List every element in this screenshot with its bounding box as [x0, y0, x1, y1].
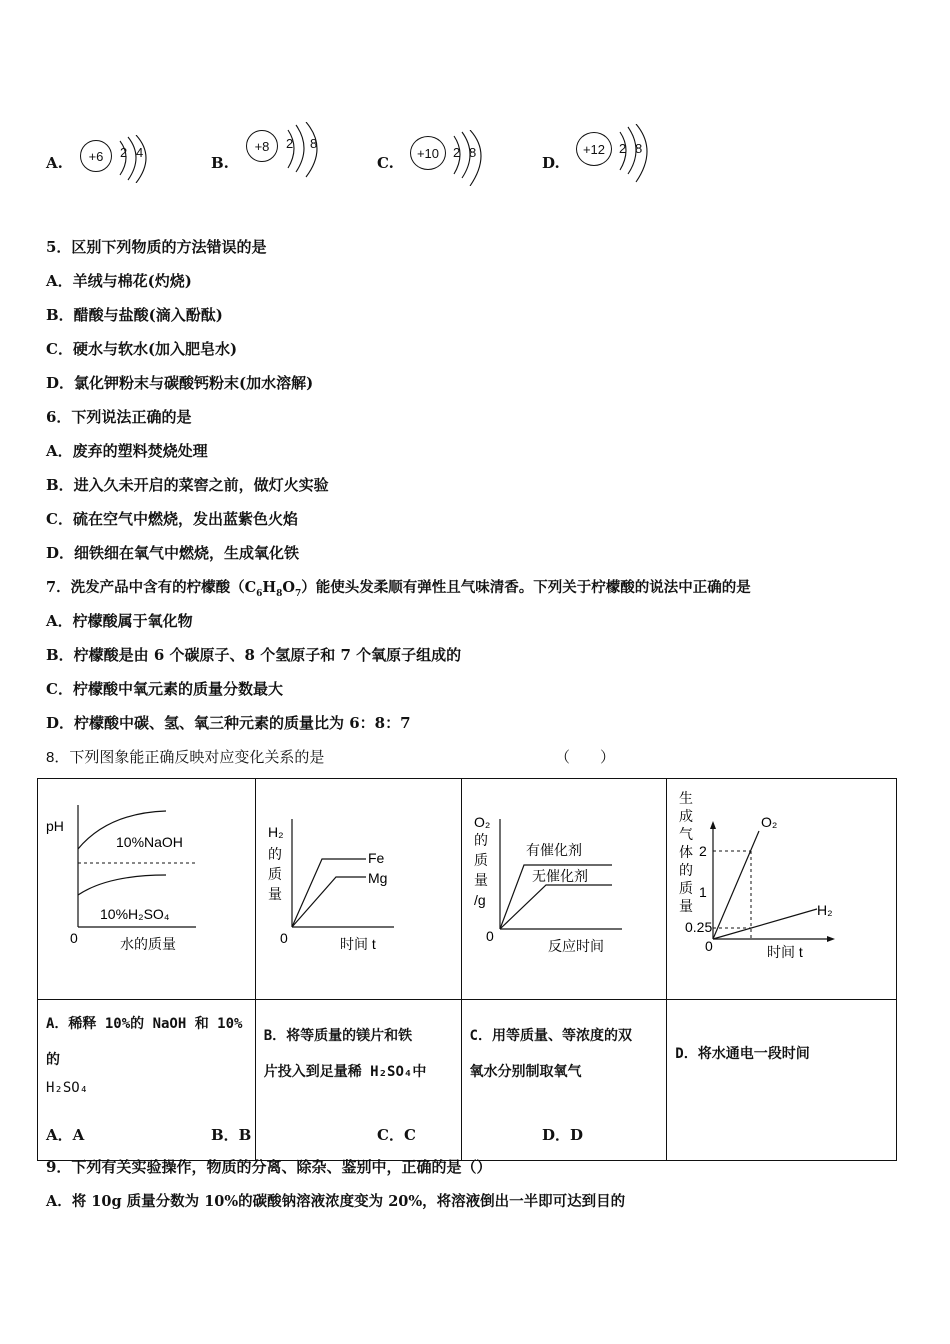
graph-d-ylabel-3: 体 [679, 844, 694, 860]
y-axis-arrow [710, 821, 716, 829]
shell-2-electrons: 8 [310, 136, 318, 151]
graph-d-ylabel-5: 质 [679, 880, 694, 896]
caption-a-line1: A．稀释 10%的 NaOH 和 10% [46, 1016, 243, 1032]
graph-c-catalyst-label: 有催化剂 [525, 842, 582, 858]
graph-b-ylabel-0: H₂ [267, 824, 284, 840]
graph-c-no-catalyst-label: 无催化剂 [531, 868, 588, 884]
q8-graph-c-cell [461, 779, 667, 1000]
graph-a-origin: 0 [70, 930, 78, 946]
graph-a-top-curve-label: 10%NaOH [116, 834, 183, 850]
q9-option-a: A．将 10g 质量分数为 10%的碳酸钠溶液浓度变为 20%，将溶液倒出一半即可达到目的 [46, 1193, 626, 1210]
shell-2-electrons: 4 [136, 145, 144, 160]
q5-stem: 5．区别下列物质的方法错误的是 [46, 238, 267, 256]
electron-shell-arcs [436, 130, 492, 186]
q4-option-a-label: A. [46, 154, 63, 172]
q7-stem [46, 576, 751, 599]
o2-line [713, 831, 759, 939]
h2so4-curve [78, 875, 166, 895]
no-catalyst-line [500, 885, 612, 929]
q7-option-c: C．柠檬酸中氧元素的质量分数最大 [46, 680, 283, 698]
q5-option-b: B．醋酸与盐酸(滴入酚酞) [46, 306, 223, 324]
q8-answer-c: C．C [377, 1126, 416, 1144]
nucleus: +6 [80, 140, 112, 172]
q7-sub3: 7 [295, 588, 302, 599]
q8-caption-d [667, 1000, 897, 1161]
q5-option-d: D．氯化钾粉末与碳酸钙粉末(加水溶解) [46, 374, 314, 392]
graph-a-bottom-curve-label: 10%H₂SO₄ [100, 906, 170, 922]
q7-sub1: 6 [256, 588, 263, 599]
graph-b-origin: 0 [279, 930, 288, 946]
graph-d-tick-2: 2 [699, 843, 708, 859]
caption-b-line2: 片投入到足量稀 H₂SO₄中 [263, 1064, 427, 1080]
graph-d-tick-1: 1 [699, 884, 708, 900]
q7-option-a: A．柠檬酸属于氧化物 [46, 612, 193, 630]
graph-d-ylabel-2: 气 [679, 826, 694, 842]
q8-answer-a: A．A [46, 1126, 85, 1144]
graph-b-fe-label: Fe [367, 850, 385, 866]
shell-1-electrons: 2 [120, 145, 128, 160]
q4-option-d-label: D. [542, 154, 560, 172]
caption-a-line2: 的 [46, 1052, 60, 1068]
q9-stem: 9．下列有关实验操作，物质的分离、除杂、鉴别中，正确的是（） [46, 1158, 492, 1176]
x-axis-arrow [827, 936, 835, 942]
electron-shell-arcs [268, 122, 326, 178]
caption-c-line1: C．用等质量、等浓度的双 [469, 1028, 632, 1044]
q7-mid2: O [282, 579, 296, 596]
electron-shell-arcs [602, 124, 658, 184]
q8-answer-paren: （ ） [555, 748, 616, 766]
q8-graph-table [37, 778, 897, 1161]
graph-c-ylabel-2: 质 [473, 852, 488, 868]
q6-option-b: B．进入久未开启的菜窖之前，做灯火实验 [46, 476, 329, 494]
graph-d-ylabel-4: 的 [679, 862, 694, 878]
graph-b-ylabel-1: 的 [267, 846, 282, 862]
q7-option-d: D．柠檬酸中碳、氢、氧三种元素的质量比为 6：8：7 [46, 714, 411, 732]
q6-stem: 6．下列说法正确的是 [46, 408, 192, 426]
q8-graph-a-cell [38, 779, 256, 1000]
graph-c-xlabel: 反应时间 [547, 938, 604, 954]
q8-graph-d [667, 779, 895, 999]
graph-d-origin: 0 [705, 938, 714, 954]
graph-b-mg-label: Mg [367, 870, 388, 886]
q5-option-c: C．硬水与软水(加入肥皂水) [46, 340, 238, 358]
caption-d-line1: D．将水通电一段时间 [675, 1046, 810, 1062]
graph-d-o2-label: O₂ [761, 814, 778, 830]
q5-option-a: A．羊绒与棉花(灼烧) [46, 272, 192, 290]
graph-c-ylabel-1: 的 [473, 832, 488, 848]
q6-option-c: C．硫在空气中燃烧，发出蓝紫色火焰 [46, 510, 298, 528]
h2-line [713, 909, 817, 939]
graph-d-ylabel-0: 生 [679, 790, 694, 806]
graph-b-ylabel-2: 质 [267, 866, 282, 882]
q7-stem-pre: 7．洗发产品中含有的柠檬酸（C [46, 579, 257, 596]
nucleus: +12 [576, 132, 612, 166]
graph-c-ylabel-0: O₂ [473, 814, 490, 830]
shell-1-electrons: 2 [619, 141, 627, 156]
graph-a-ylabel: pH [46, 818, 64, 834]
graph-c-origin: 0 [485, 928, 494, 944]
q8-stem: 8．下列图象能正确反映对应变化关系的是 [46, 749, 325, 766]
graph-d-tick-025: 0.25 [685, 919, 713, 935]
shell-1-electrons: 2 [286, 136, 294, 151]
nucleus: +8 [246, 130, 278, 162]
nucleus: +10 [410, 136, 446, 170]
q6-option-d: D．细铁细在氧气中燃烧，生成氧化铁 [46, 544, 300, 562]
q8-caption-b [255, 1000, 461, 1161]
q7-stem-post: ）能使头发柔顺有弹性且气味清香。下列关于柠檬酸的说法中正确的是 [301, 579, 751, 596]
caption-b-line1: B．将等质量的镁片和铁 [263, 1028, 413, 1044]
q7-option-b: B．柠檬酸是由 6 个碳原子、8 个氢原子和 7 个氧原子组成的 [46, 646, 462, 664]
q7-sub2: 8 [276, 588, 283, 599]
q8-graph-b [256, 779, 460, 999]
graph-d-ylabel-1: 成 [679, 808, 694, 824]
caption-a-line3: H₂SO₄ [46, 1080, 89, 1096]
q8-graph-c [462, 779, 666, 999]
graph-a-xlabel: 水的质量 [120, 936, 176, 952]
q4-option-b-label: B. [211, 154, 229, 172]
caption-c-line2: 氧水分别制取氧气 [469, 1064, 582, 1080]
graph-c-ylabel-4: /g [473, 892, 486, 908]
graph-d-ylabel-6: 量 [679, 898, 694, 914]
q7-mid1: H [262, 579, 277, 596]
graph-b-ylabel-3: 量 [267, 886, 282, 902]
graph-b-xlabel: 时间 t [339, 936, 376, 952]
q8-graph-d-cell [667, 779, 897, 1000]
shell-2-electrons: 8 [635, 141, 643, 156]
q8-answer-d: D．D [542, 1126, 584, 1144]
graph-d-xlabel: 时间 t [767, 944, 804, 960]
q8-answer-b: B．B [211, 1126, 252, 1144]
q8-graph-b-cell [255, 779, 461, 1000]
shell-2-electrons: 8 [469, 145, 477, 160]
fe-line [292, 859, 366, 927]
graph-c-ylabel-3: 量 [473, 872, 488, 888]
graph-d-h2-label: H₂ [817, 902, 833, 918]
shell-1-electrons: 2 [453, 145, 461, 160]
q6-option-a: A．废弃的塑料焚烧处理 [46, 442, 208, 460]
q4-option-c-label: C. [377, 154, 394, 172]
q8-graph-a [38, 779, 254, 999]
